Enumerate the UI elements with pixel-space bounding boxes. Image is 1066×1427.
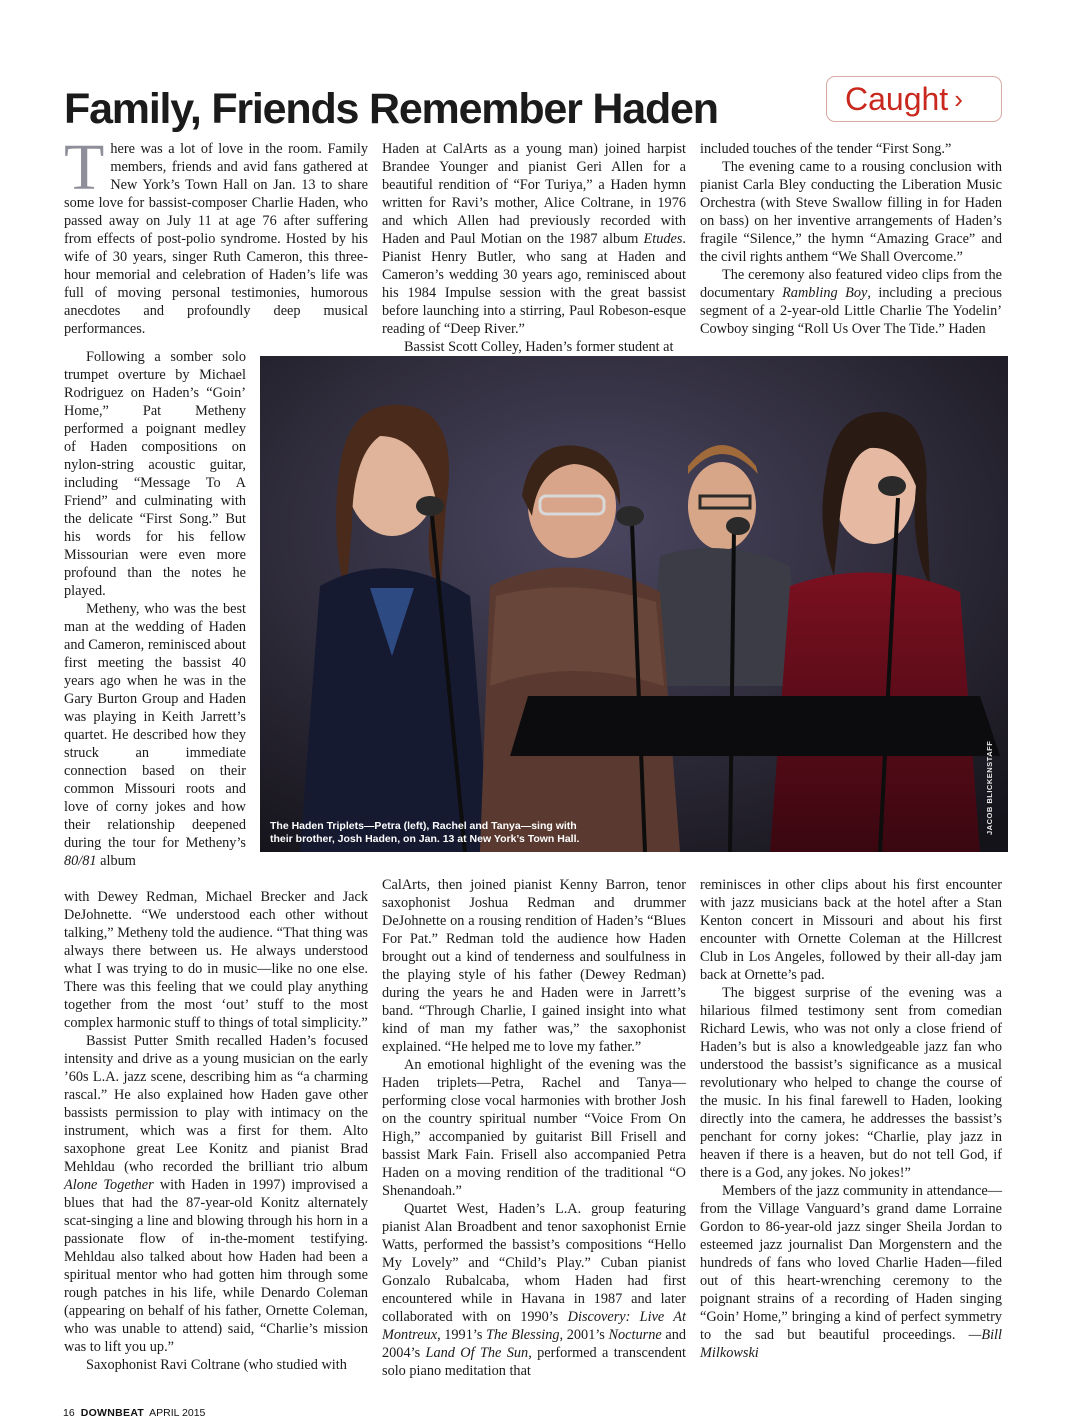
article-column-1-narrow xyxy=(64,348,246,870)
article-column-2-bottom xyxy=(382,876,686,1380)
article-paragraph: Following a somber solo trumpet overture by Michael Rodriguez on Haden’s “Goin’ Home,” Pat Metheny performed a poignant medley of Haden compositions on nylon-string acoustic guitar, including “Message To A Friend” and culminating with the delicate “First Song.” But his words for his fellow Missourian were even more profound than the notes he played. xyxy=(64,349,246,599)
concert-photo xyxy=(260,356,1008,852)
page-number: 16 xyxy=(63,1407,75,1419)
section-tag-label: Caught xyxy=(845,81,949,117)
article-paragraph: Bassist Putter Smith recalled Haden’s focused intensity and drive as a young musician on the early ’60s L.A. jazz scene, describing him as “a charming rascal.” He also explained how Haden gave other bassists permission to play with intimacy on the instrument, which was a first for them. Alto saxophone great Lee Konitz and pianist Brad Mehldau (who recorded the brilliant trio album Alone Together with Haden in 1997) improvised a blues that had the 87-year-old Konitz alternately scat-singing a line and blowing through his horn in a passionate flow of in-the-moment testifying. Mehldau also talked about how Haden had been a spiritual mentor who had gotten him through some rough patches in his life, while Denardo Coleman (appearing on behalf of his father, Ornette Coleman, who was unable to attend) said, “Charlie’s mission was to lift you up.” xyxy=(64,1033,369,1355)
article-column-3-top xyxy=(700,140,1002,338)
article-paragraph: Quartet West, Haden’s L.A. group featuring pianist Alan Broadbent and tenor saxophonist Ernie Watts, performed the bassist’s compositions “Hello My Lovely” and “Child’s Play.” Cuban pianist Gonzalo Rubalcaba, whom Haden had first encountered while in Havana in 1987 and later collaborated with on 1990’s Discovery: Live At Montreux, 1991’s The Blessing, 2001’s Nocturne and 2004’s Land Of The Sun, performed a transcendent solo piano meditation that xyxy=(382,1201,687,1379)
magazine-brand: DOWNBEAT xyxy=(80,1407,145,1419)
chevron-right-icon: › xyxy=(954,84,963,114)
article-paragraph: included touches of the tender “First Song.” xyxy=(700,141,952,157)
article-paragraph: The evening came to a rousing conclusion with pianist Carla Bley conducting the Liberation Music Orchestra (with Steve Swallow filling in for Haden on bass) on her inventive arrangements of Haden’s fragile “Silence,” the hymn “Amazing Grace” and the civil rights anthem “We Shall Overcome.” xyxy=(700,159,1002,265)
article-paragraph: Members of the jazz community in attendance—from the Village Vanguard’s grand dame Lorraine Gordon to 86-year-old jazz singer Sheila Jordan to esteemed jazz journalist Dan Morgenstern and the hundreds of fans who loved Charlie Haden—filed out of this heart-wrenching ceremony to the poignant strains of a recording of Haden singing “Goin’ Home,” bringing a kind of perfect symmetry to the sad but beautiful proceedings. —Bill Milkowski xyxy=(700,1183,1003,1361)
singers-photo-illustration xyxy=(260,356,1008,852)
article-paragraph: CalArts, then joined pianist Kenny Barron, tenor saxophonist Joshua Redman and drummer DeJohnette on a rousing rendition of Haden’s “Blues For Pat.” Redman told the audience how Haden brought out a kind of tenderness and soulfulness in the playing style of his father (Dewey Redman) during the years he and Haden were in Jarrett’s band. “Through Charlie, I gained insight into what kind of man my father was,” the saxophonist explained. “He helped me to love my father.” xyxy=(382,877,686,1055)
page-title: Family, Friends Remember Haden xyxy=(64,85,718,133)
article-paragraph: The biggest surprise of the evening was a hilarious filmed testimony sent from comedian Richard Lewis, who was not only a close friend of Haden’s but is also a knowledgeable jazz fan who understood the bassist’s significance as a musical revolutionary who helped to change the course of the music. In his final farewell to Haden, looking directly into the camera, he addresses the bassist’s penchant for corny jokes: “Charlie, play jazz in heaven if there is a heaven, but do not tell God, if there is a God, any jokes. No jokes!” xyxy=(700,985,1002,1181)
photo-caption: The Haden Triplets—Petra (left), Rachel and Tanya—sing with their brother, Josh Haden, on Jan. 13 at New York’s Town Hall. xyxy=(270,820,580,845)
author-signature: —Bill Milkowski xyxy=(700,1327,1003,1361)
drop-cap: T xyxy=(64,131,105,204)
photo-credit: JACOB BLICKENSTAFF xyxy=(985,740,994,835)
issue-date: APRIL 2015 xyxy=(149,1407,206,1419)
article-paragraph: There was a lot of love in the room. Family members, friends and avid fans gathered at New York’s Town Hall on Jan. 13 to share some love for bassist-composer Charlie Haden, who passed away on July 11 at age 76 after suffering from effects of post-polio syndrome. Hosted by his wife of 30 years, singer Ruth Cameron, this three-hour memorial and celebration of Haden’s life was full of moving personal testimonies, humorous anecdotes and profoundly deep musical performances. xyxy=(64,131,368,337)
article-paragraph: Metheny, who was the best man at the wedding of Haden and Cameron, reminisced about first meeting the bassist 40 years ago when he was in the Gary Burton Group and Haden was playing in Keith Jarrett’s quartet. He described how they struck an immediate connection based on their common Missouri roots and love of corny jokes and how their relationship deepened during the tour for Metheny’s 80/81 album xyxy=(64,601,246,869)
article-paragraph: Saxophonist Ravi Coltrane (who studied with xyxy=(86,1357,347,1373)
article-paragraph: Haden at CalArts as a young man) joined harpist Brandee Younger and pianist Geri Allen for a beautiful rendition of “For Turiya,” a Haden hymn written for Ravi’s mother, Alice Coltrane, in 1976 and which Allen had previously recorded with Haden and Paul Motian on the 1987 album Etudes. Pianist Henry Butler, who sang at Haden and Cameron’s wedding 30 years ago, reminisced about his 1984 Impulse session with the great bassist before launching into a stirring, Paul Robeson-esque reading of “Deep River.” xyxy=(382,141,686,337)
article-column-1-bottom xyxy=(64,888,368,1374)
page-footer xyxy=(63,1407,205,1419)
article-column-3-bottom xyxy=(700,876,1002,1362)
section-tag xyxy=(826,76,1002,122)
article-paragraph: with Dewey Redman, Michael Brecker and Jack DeJohnette. “We understood each other without talking,” Metheny told the audience. “That thing was always there between us. He always understood what I was trying to do in music—like no one else. There was this feeling that we could play anything together from the most ‘out’ stuff to the most complex harmonic stuff to things of total simplicity.” xyxy=(64,889,368,1031)
article-paragraph: An emotional highlight of the evening was the Haden triplets—Petra, Rachel and Tanya—performing close vocal harmonies with brother Josh on the country spiritual number “Voice From On High,” accompanied by guitarist Bill Frisell and bassist Mark Fain. Frisell also accompanied Petra Haden on a moving rendition of the traditional “O Shenandoah.” xyxy=(382,1057,686,1199)
article-paragraph: The ceremony also featured video clips from the documentary Rambling Boy, including a precious segment of a 2-year-old Little Charlie The Yodelin’ Cowboy singing “Roll Us Over The Tide.” Haden xyxy=(700,267,1002,337)
article-paragraph: reminisces in other clips about his first encounter with jazz musicians back at the hotel after a Stan Kenton concert in Missouri and about his first encounter with Ornette Coleman at the Hillcrest Club in Los Angeles, followed by their all-day jam back at Ornette’s pad. xyxy=(700,877,1002,983)
article-column-2-top xyxy=(382,140,686,356)
article-column-1-top xyxy=(64,131,368,338)
article-paragraph: Bassist Scott Colley, Haden’s former student at xyxy=(404,339,674,355)
